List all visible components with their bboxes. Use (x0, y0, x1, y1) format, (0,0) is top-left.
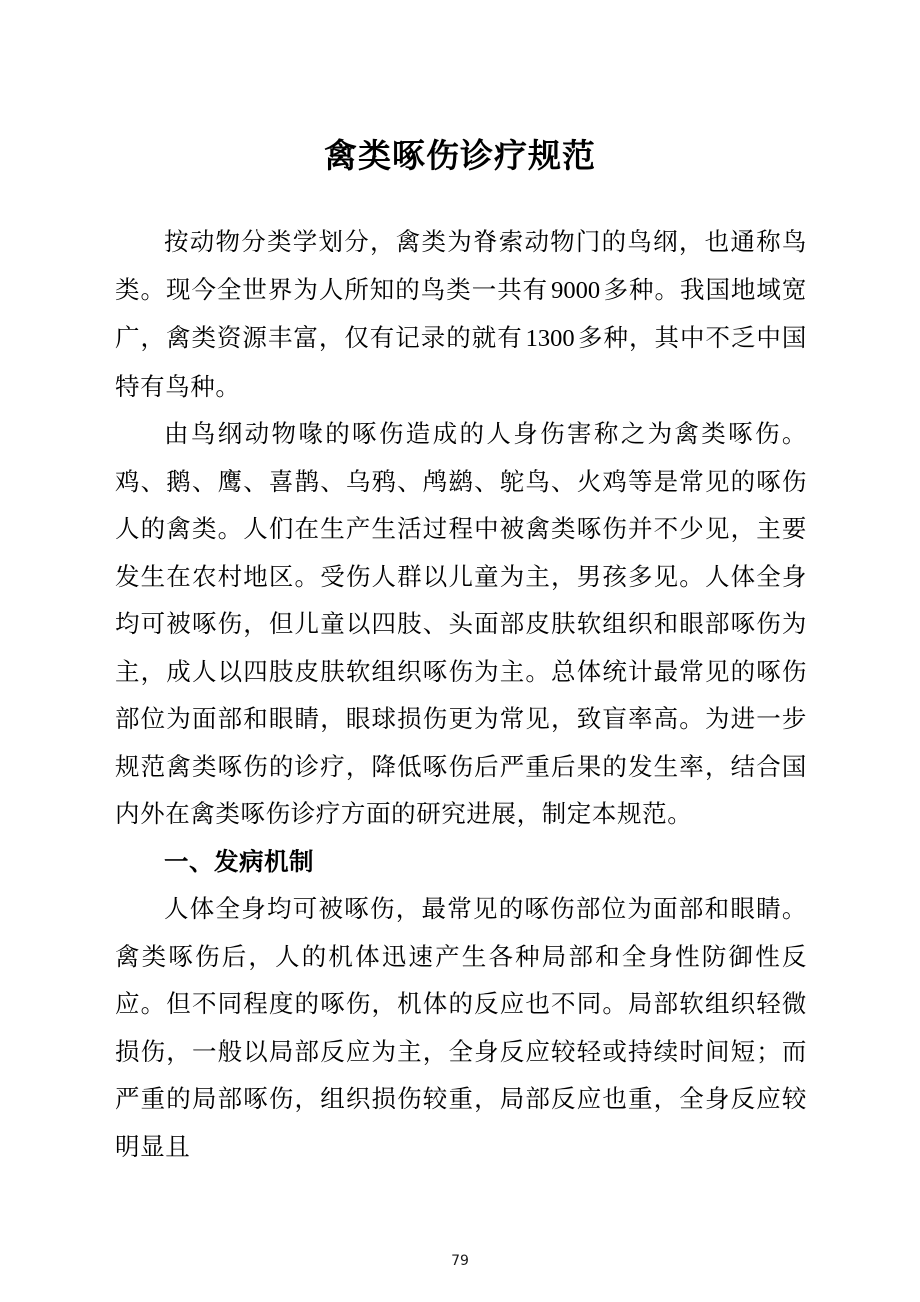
paragraph-intro-number-species-world: 9000 (551, 276, 601, 304)
paragraph-pathogenesis: 人体全身均可被啄伤，最常见的啄伤部位为面部和眼睛。禽类啄伤后，人的机体迅速产生各种局部和全身性防御性反应。但不同程度的啄伤，机体的反应也不同。局部软组织轻微损伤，一般以局部反应为主，全身反应较轻或持续时间短；而严重的局部啄伤，组织损伤较重，局部反应也重，全身反应较明显且 (115, 894, 807, 1161)
paragraph-intro-text-c: 多种，其中不乏中国特有鸟种。 (115, 323, 807, 401)
paragraph-intro (115, 218, 807, 410)
page-title: 禽类啄伤诊疗规范 (324, 136, 596, 176)
paragraph-intro-text-b: 多种。我国地域宽广，禽类资源丰富，仅有记录的就有 (115, 274, 807, 352)
section-heading-pathogenesis: 一、发病机制 (164, 846, 314, 876)
paragraph-intro-number-species-china: 1300 (525, 325, 575, 352)
paragraph-intro-text-a: 按动物分类学划分，禽类为脊索动物门的鸟纲，也通称鸟类。现今全世界为人所知的鸟类一共有 (115, 227, 807, 304)
paragraph-definition: 由鸟纲动物喙的啄伤造成的人身伤害称之为禽类啄伤。鸡、鹅、鹰、喜鹊、乌鸦、鸬鹚、鸵鸟、火鸡等是常见的啄伤人的禽类。人们在生产生活过程中被禽类啄伤并不少见，主要发生在农村地区。受伤人群以儿童为主，男孩多见。人体全身均可被啄伤，但儿童以四肢、头面部皮肤软组织和眼部啄伤为主，成人以四肢皮肤软组织啄伤为主。总体统计最常见的啄伤部位为面部和眼睛，眼球损伤更为常见，致盲率高。为进一步规范禽类啄伤的诊疗，降低啄伤后严重后果的发生率，结合国内外在禽类啄伤诊疗方面的研究进展，制定本规范。 (115, 419, 807, 828)
page-number: 79 (451, 1253, 469, 1269)
document-body (115, 218, 807, 1170)
